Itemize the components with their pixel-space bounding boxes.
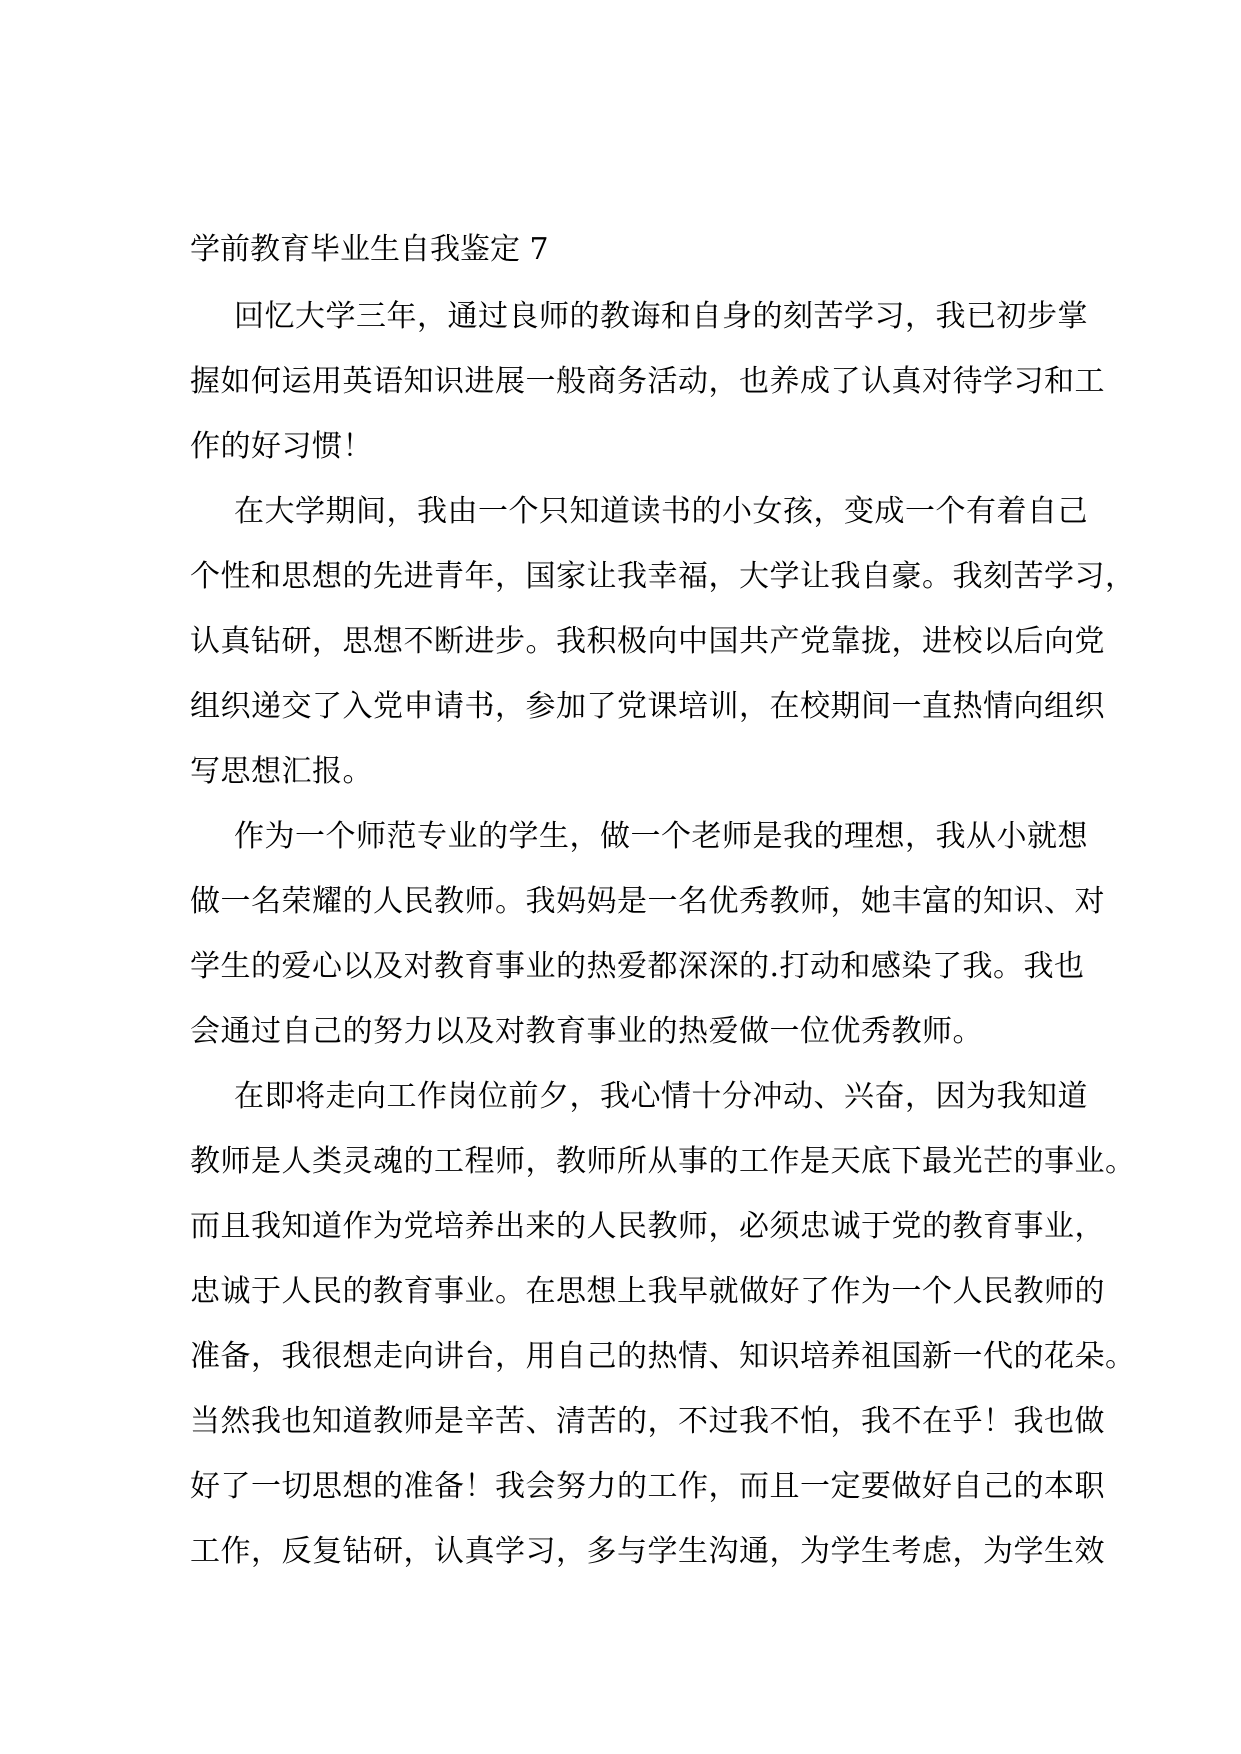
document-body [190, 284, 1136, 1584]
paragraph-line: 当然我也知道教师是辛苦、清苦的，不过我不怕，我不在乎！我也做 [190, 1404, 1105, 1439]
paragraph-line: 认真钻研，思想不断进步。我积极向中国共产党靠拢，进校以后向党 [190, 624, 1105, 659]
paragraph-line: 工作，反复钻研，认真学习，多与学生沟通，为学生考虑，为学生效 [190, 1534, 1105, 1569]
paragraph-line: 学生的爱心以及对教育事业的热爱都深深的.打动和感染了我。我也 [190, 949, 1085, 984]
paragraph-line: 好了一切思想的准备！我会努力的工作，而且一定要做好自己的本职 [190, 1469, 1105, 1504]
paragraph-2 [190, 479, 1136, 804]
paragraph-line: 回忆大学三年，通过良师的教诲和自身的刻苦学习，我已初步掌 [234, 299, 1088, 334]
paragraph-4 [190, 1064, 1136, 1584]
paragraph-line: 教师是人类灵魂的工程师，教师所从事的工作是天底下最光芒的事业。 [190, 1144, 1136, 1179]
paragraph-line: 忠诚于人民的教育事业。在思想上我早就做好了作为一个人民教师的 [190, 1274, 1105, 1309]
paragraph-line: 作的好习惯！ [190, 429, 373, 464]
paragraph-3 [190, 804, 1105, 1064]
document-title: 学前教育毕业生自我鉴定 7 [190, 232, 549, 267]
paragraph-line: 组织递交了入党申请书，参加了党课培训，在校期间一直热情向组织 [190, 689, 1105, 724]
paragraph-1 [190, 284, 1105, 479]
paragraph-line: 作为一个师范专业的学生，做一个老师是我的理想，我从小就想 [234, 819, 1088, 854]
paragraph-line: 个性和思想的先进青年，国家让我幸福，大学让我自豪。我刻苦学习， [190, 559, 1136, 594]
paragraph-line: 在即将走向工作岗位前夕，我心情十分冲动、兴奋，因为我知道 [234, 1079, 1088, 1114]
paragraph-line: 写思想汇报。 [190, 754, 373, 789]
paragraph-line: 而且我知道作为党培养出来的人民教师，必须忠诚于党的教育事业， [190, 1209, 1105, 1244]
paragraph-line: 准备，我很想走向讲台，用自己的热情、知识培养祖国新一代的花朵。 [190, 1339, 1136, 1374]
paragraph-line: 做一名荣耀的人民教师。我妈妈是一名优秀教师，她丰富的知识、对 [190, 884, 1105, 919]
paragraph-line: 在大学期间，我由一个只知道读书的小女孩，变成一个有着自己 [234, 494, 1088, 529]
paragraph-line: 握如何运用英语知识进展一般商务活动，也养成了认真对待学习和工 [190, 364, 1105, 399]
paragraph-line: 会通过自己的努力以及对教育事业的热爱做一位优秀教师。 [190, 1014, 983, 1049]
